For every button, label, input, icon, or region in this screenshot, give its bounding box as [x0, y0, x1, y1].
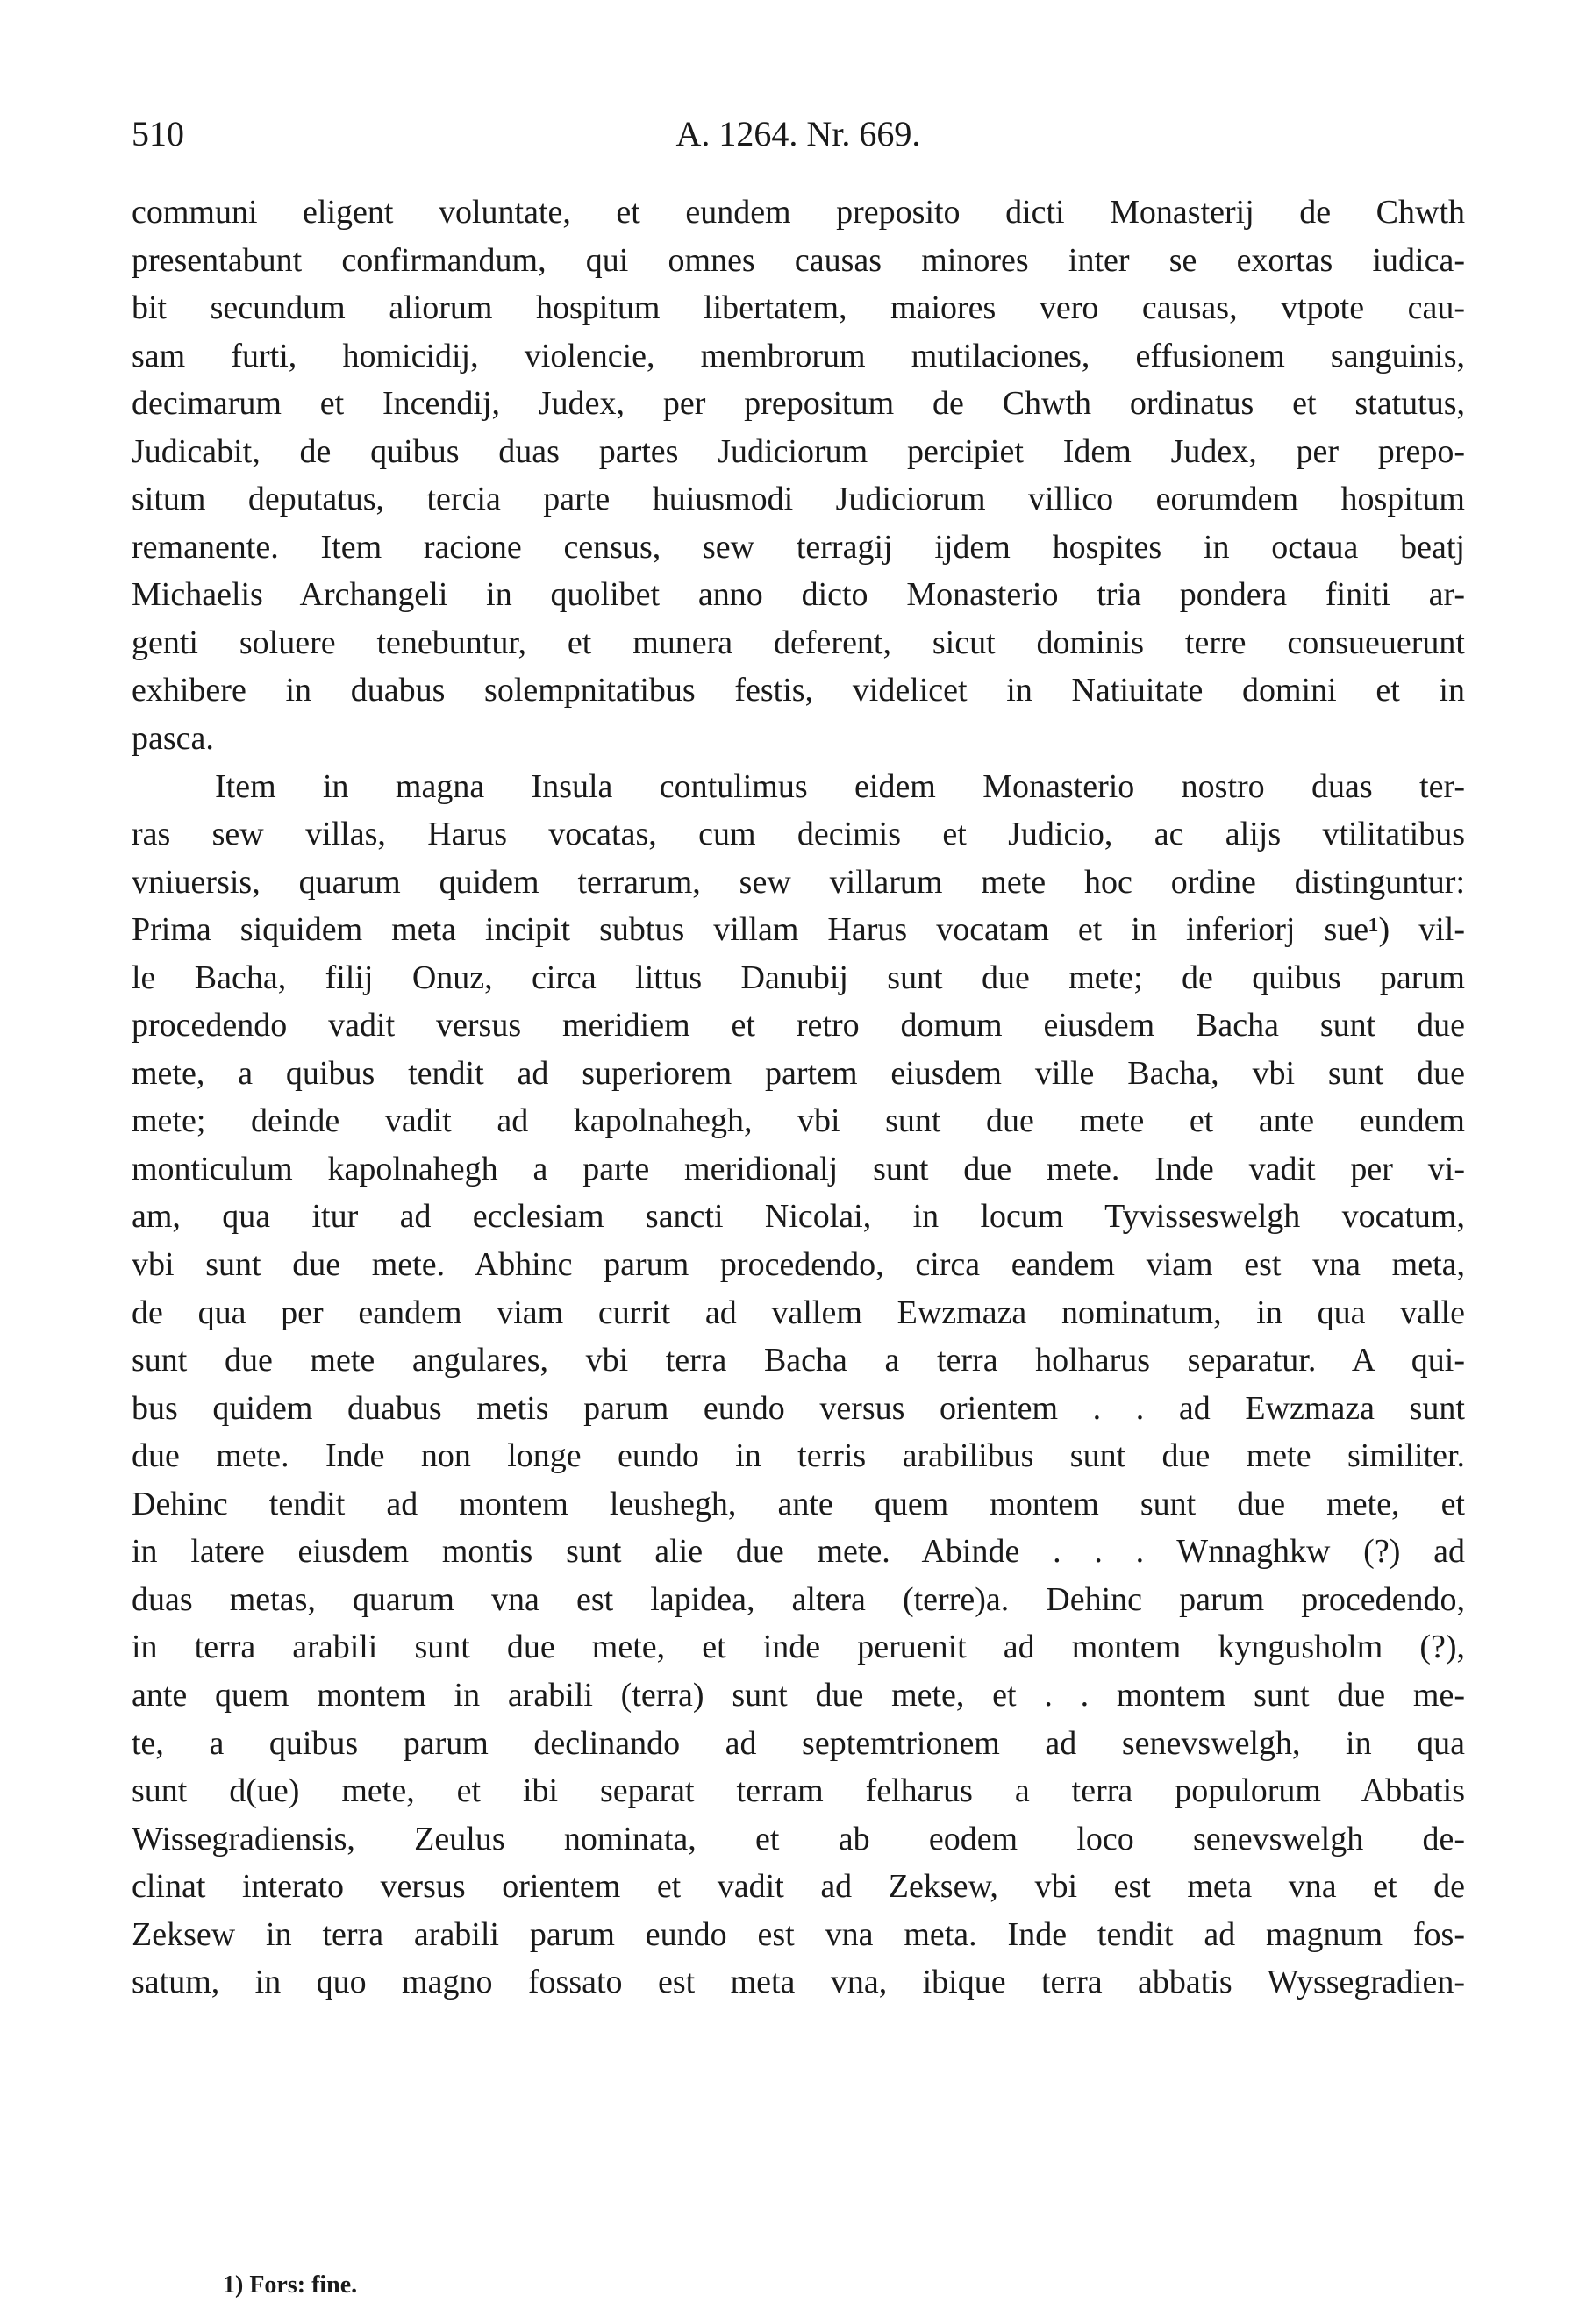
- text-line: te, a quibus parum declinando ad septemtrionem ad senevswelgh, in qua: [132, 1724, 1465, 1762]
- text-line: de qua per eandem viam currit ad vallem Ewzmaza nominatum, in qua valle: [132, 1294, 1465, 1331]
- text-line: vniuersis, quarum quidem terrarum, sew villarum mete hoc ordine distinguntur:: [132, 863, 1465, 901]
- text-line: monticulum kapolnahegh a parte meridionalj sunt due mete. Inde vadit per vi-: [132, 1150, 1465, 1187]
- text-line: Michaelis Archangeli in quolibet anno dicto Monasterio tria pondera finiti ar-: [132, 576, 1465, 614]
- text-line: satum, in quo magno fossato est meta vna, ibique terra abbatis Wyssegradien-: [132, 1964, 1465, 2001]
- text-line: ante quem montem in arabili (terra) sunt due mete, et . . montem sunt due me-: [132, 1676, 1465, 1714]
- body-text: [132, 189, 1465, 2007]
- text-line: Prima siquidem meta incipit subtus villam Harus vocatam et in inferiorj sue¹) vil-: [132, 911, 1465, 949]
- text-line: bus quidem duabus metis parum eundo versus orientem . . ad Ewzmaza sunt: [132, 1389, 1465, 1427]
- page-number: 510: [132, 114, 184, 153]
- text-line: vbi sunt due mete. Abhinc parum procedendo, circa eandem viam est vna meta,: [132, 1246, 1465, 1284]
- text-line: exhibere in duabus solempnitatibus festis, videlicet in Natiuitate domini et in: [132, 672, 1465, 709]
- running-title: A. 1264. Nr. 669.: [675, 114, 921, 153]
- text-line: am, qua itur ad ecclesiam sancti Nicolai, in locum Tyvisseswelgh vocatum,: [132, 1198, 1465, 1236]
- text-line: remanente. Item racione census, sew terragij ijdem hospites in octaua beatj: [132, 528, 1465, 566]
- text-line: sam furti, homicidij, violencie, membrorum mutilaciones, effusionem sanguinis,: [132, 337, 1465, 374]
- text-line: sunt due mete angulares, vbi terra Bacha a terra holharus separatur. A qui-: [132, 1342, 1465, 1379]
- text-line: procedendo vadit versus meridiem et retro domum eiusdem Bacha sunt due: [132, 1007, 1465, 1044]
- text-line: mete, a quibus tendit ad superiorem partem eiusdem ville Bacha, vbi sunt due: [132, 1054, 1465, 1092]
- text-line: genti soluere tenebuntur, et munera deferent, sicut dominis terre consueuerunt: [132, 624, 1465, 661]
- text-line: presentabunt confirmandum, qui omnes causas minores inter se exortas iudica-: [132, 241, 1465, 279]
- text-line: mete; deinde vadit ad kapolnahegh, vbi sunt due mete et ante eundem: [132, 1102, 1465, 1140]
- text-line: ras sew villas, Harus vocatas, cum decimis et Judicio, ac alijs vtilitatibus: [132, 816, 1465, 853]
- text-line: duas metas, quarum vna est lapidea, altera (terre)a. Dehinc parum procedendo,: [132, 1580, 1465, 1618]
- text-line: in latere eiusdem montis sunt alie due mete. Abinde . . . Wnnaghkw (?) ad: [132, 1533, 1465, 1571]
- text-line: pasca.: [132, 720, 214, 758]
- text-line: communi eligent voluntate, et eundem preposito dicti Monasterij de Chwth: [132, 194, 1465, 231]
- text-line: bit secundum aliorum hospitum libertatem, maiores vero causas, vtpote cau-: [132, 289, 1465, 327]
- text-line: Dehinc tendit ad montem leushegh, ante quem montem sunt due mete, et: [132, 1485, 1465, 1522]
- text-line: le Bacha, filij Onuz, circa littus Danubij sunt due mete; de quibus parum: [132, 959, 1465, 996]
- text-line: Item in magna Insula contulimus eidem Monasterio nostro duas ter-: [215, 767, 1465, 805]
- text-line: decimarum et Incendij, Judex, per prepositum de Chwth ordinatus et statutus,: [132, 385, 1465, 423]
- text-line: situm deputatus, tercia parte huiusmodi Judiciorum villico eorumdem hospitum: [132, 481, 1465, 518]
- text-line: due mete. Inde non longe eundo in terris arabilibus sunt due mete similiter.: [132, 1437, 1465, 1475]
- text-line: in terra arabili sunt due mete, et inde peruenit ad montem kyngusholm (?),: [132, 1629, 1465, 1666]
- footnote: 1) Fors: fine.: [223, 2271, 358, 2299]
- text-line: sunt d(ue) mete, et ibi separat terram felharus a terra populorum Abbatis: [132, 1772, 1465, 1810]
- text-line: Zeksew in terra arabili parum eundo est vna meta. Inde tendit ad magnum fos-: [132, 1915, 1465, 1953]
- text-line: Wissegradiensis, Zeulus nominata, et ab eodem loco senevswelgh de-: [132, 1820, 1465, 1857]
- text-line: Judicabit, de quibus duas partes Judiciorum percipiet Idem Judex, per prepo-: [132, 432, 1465, 470]
- text-line: clinat interato versus orientem et vadit ad Zeksew, vbi est meta vna et de: [132, 1868, 1465, 1906]
